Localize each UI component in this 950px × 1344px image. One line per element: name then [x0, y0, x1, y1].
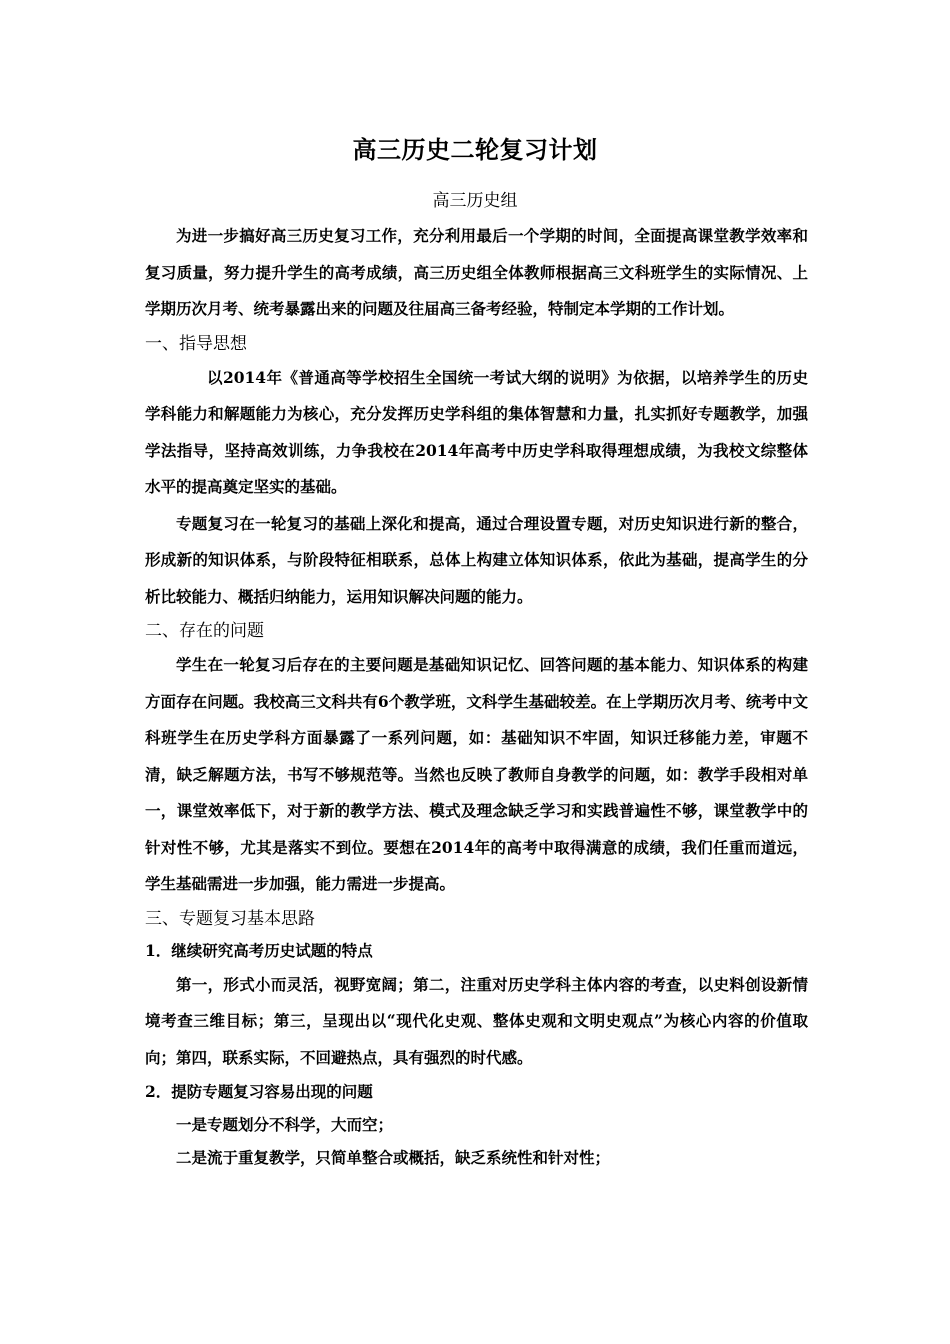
intro-paragraph: 为进一步搞好高三历史复习工作，充分利用最后一个学期的时间，全面提高课堂教学效率和复习质量，努力提升学生的高考成绩，高三历史组全体教师根据高三文科班学生的实际情况、上学期历次月考、统考暴露出来的问题及往届高三备考经验，特制定本学期的工作计划。 [145, 226, 808, 318]
section-heading: 二、存在的问题 [145, 621, 264, 641]
section-heading: 一、指导思想 [145, 333, 247, 354]
list-item: 一是专题划分不科学，大而空； [176, 1115, 394, 1134]
subsection-common-problems [145, 1076, 808, 1174]
document-body [145, 218, 808, 1174]
list-item: 二是流于重复教学，只简单整合或概括，缺乏系统性和针对性； [176, 1148, 611, 1167]
subsection-heading: 2．提防专题复习容易出现的问题 [145, 1082, 373, 1101]
subsection-exam-features [145, 935, 808, 1077]
body-paragraph: 学生在一轮复习后存在的主要问题是基础知识记忆、回答问题的基本能力、知识体系的构建方面存在问题。我校高三文科共有6个教学班，文科学生基础较差。在上学期历次月考、统考中文科班学生在历史学科方面暴露了一系列问题，如：基础知识不牢固，知识迁移能力差，审题不清，缺乏解题方法，书写不够规范等。当然也反映了教师自身教学的问题，如：教学手段相对单一，课堂效率低下，对于新的教学方法、模式及理念缺乏学习和实践普遍性不够，课堂教学中的针对性不够，尤其是落实不到位。要想在2014年的高考中取得满意的成绩，我们任重而道远，学生基础需进一步加强，能力需进一步提高。 [145, 655, 808, 893]
subsection-heading: 1．继续研究高考历史试题的特点 [145, 940, 373, 960]
document-author: 高三历史组 [432, 191, 518, 211]
body-paragraph: 以2014年《普通高等学校招生全国统一考试大纲的说明》为依据，以培养学生的历史学科能力和解题能力为核心，充分发挥历史学科组的集体智慧和力量，扎实抓好专题教学，加强学法指导，坚持高效训练，力争我校在2014年高考中历史学科取得理想成绩，为我校文综整体水平的提高奠定坚实的基础。 [145, 367, 808, 496]
body-paragraph: 专题复习在一轮复习的基础上深化和提高，通过合理设置专题，对历史知识进行新的整合，形成新的知识体系，与阶段特征相联系，总体上构建立体知识体系，依此为基础，提高学生的分析比较能力、概括归纳能力，运用知识解决问题的能力。 [145, 513, 808, 606]
document-title: 高三历史二轮复习计划 [352, 136, 598, 164]
section-existing-problems [145, 615, 808, 903]
section-heading: 三、专题复习基本思路 [145, 908, 315, 929]
body-paragraph: 第一，形式小而灵活，视野宽阔；第二，注重对历史学科主体内容的考查，以史料创设新情境考查三维目标；第三，呈现出以“现代化史观、整体史观和文明史观点”为核心内容的价值取向；第四，联系实际，不回避热点，具有强烈的时代感。 [145, 974, 808, 1067]
section-guiding-ideology [145, 328, 808, 616]
section-review-approach [145, 903, 808, 1175]
